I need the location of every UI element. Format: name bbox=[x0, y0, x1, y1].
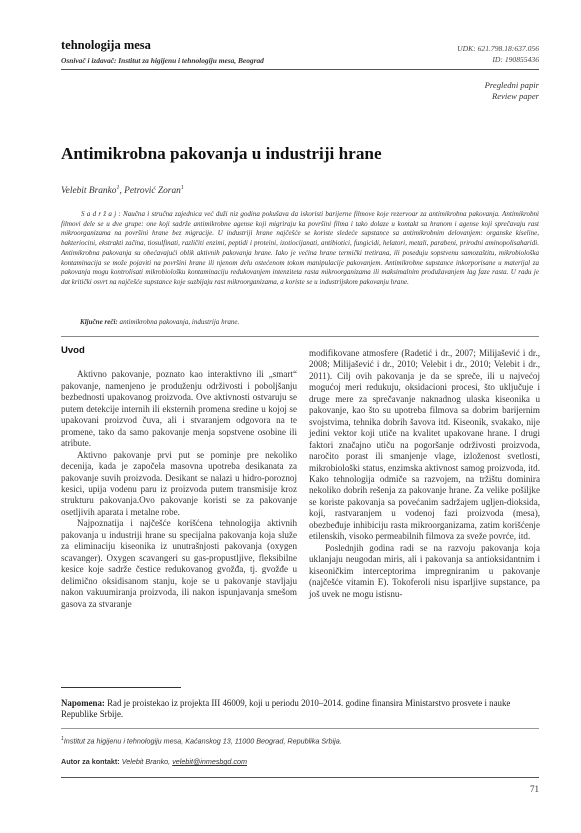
left-column bbox=[61, 345, 297, 610]
keywords bbox=[80, 318, 540, 326]
paper-type-en: Review paper bbox=[491, 91, 539, 101]
author-2: Petrović Zoran bbox=[124, 186, 181, 197]
authors bbox=[61, 185, 184, 196]
section-heading: Uvod bbox=[61, 345, 85, 356]
author-1-affil: 1 bbox=[116, 185, 120, 191]
body-paragraph: Poslednjih godina radi se na razvoju pakovanja koja uklanjaju neugodan miris, ali i pakovanja sa antioksidantnim i kiseoničkim interceptorima impregniranim u pakovanje (najčešće vitamin E). Tokoferoli nisu isparljive supstance, pa još uvek ne mogu istisnu- bbox=[309, 542, 540, 599]
paper-type-sr: Pregledni papir bbox=[484, 80, 539, 90]
right-column bbox=[309, 348, 540, 600]
journal-publisher: Osnivač i izdavač: Institut za higijenu i tehnologiju mesa, Beograd bbox=[61, 56, 264, 65]
keywords-text: antimikrobna pakovanja, industrija hrane. bbox=[117, 318, 240, 326]
paper-type bbox=[485, 80, 539, 102]
funding-note bbox=[61, 698, 539, 720]
note-divider bbox=[61, 687, 181, 688]
footnote-marker: 1 bbox=[61, 736, 64, 742]
paper-title: Antimikrobna pakovanja u industriji hrane bbox=[61, 144, 382, 163]
contact-label: Autor za kontakt: bbox=[61, 757, 120, 766]
body-paragraph: Najpoznatija i najčešće korišćena tehnologija aktivnih pakovanja u industriji hrane su specijalna pakovanja koja služe za eliminaciju kiseonika iz unutrašnjosti pakovanja (oxygen scavanger). Oxygen scavangeri su gas-propustljive, fleksibilne kesice koje sadrže čestice redukovanog gvožđa, tj. gvožđe u delimično oksidisanom stanju, koje se u pakovanje stavljaju nakon vakuumiranja proizvoda, ili nakon ispunjavanja smešom gasova za stvaranje bbox=[61, 518, 297, 609]
body-paragraph: modifikovane atmosfere (Radetić i dr., 2007; Milijašević i dr., 2008; Milijašević i dr., 2010; Velebit i dr., 2010; Velebit i dr., 2011). Cilj ovih pakovanja je da se spreče, ili u najvećoj mogućoj meri redukuju, oksidacioni procesi, što uključuje i druge mere za sprečavanje naknadnog ulaska kiseonika u pakovanje, kao što su upotreba filmova sa dobrim barijernim svojstvima, tehnika dobrih šavova itd. Kiseonik, svakako, nije jedini vektor koji utiče na kvalitet upakovane hrane. I drugi faktori značajno utiču na pogoršanje održivosti proizvoda, naročito porast ili smanjenje vlage, izloženost svetlosti, mikrobiološki status, enzimska aktivnost samog proizvoda, itd. Kako tehnologija odmiče sa razvojem, na tržištu dominira nekoliko dobrih rešenja za pakovanje hrane. Za velike pošiljke se koriste pakovanja sa povećanim sadržajem ugljen-dioksida, koji, rastvaranjem u vodenoj fazi proizvoda (mesa), obezbeđuje inhibiciju rasta mikroorganizama, zatim korišćenje etilenskih, visoko permeabilnih filmova za sveže povrće, itd. bbox=[309, 348, 540, 542]
note-text: Rad je proistekao iz projekta III 46009, koji u periodu 2010–2014. godine finansira Ministarstvo prosvete i nauke Republike Srbije. bbox=[61, 698, 511, 720]
contact-email-link[interactable]: velebit@inmesbgd.com bbox=[172, 757, 247, 766]
header-divider bbox=[61, 69, 539, 70]
body-paragraph: Aktivno pakovanje prvi put se pominje pre nekoliko decenija, kada je započela masovna upotreba desikanata za pakovanje suvih proizvoda. Desikant se nalazi u hidro-poroznoj kesici, upija vodenu paru iz proizvoda putem transmisije kroz strukturu pakovanja.Ovo pakovanje koristi se za pakovanje osetljivih aparata i metalne robe. bbox=[61, 449, 297, 517]
author-separator: , bbox=[119, 186, 125, 197]
keywords-label: Ključne reči: bbox=[80, 318, 118, 326]
abstract-lead: S a d r ž a j : bbox=[81, 210, 121, 218]
abstract-text: Naučna i stručna zajednica već duži niz godina pokušava da iskoristi barijerne filmove koje rezervoar za antimikrobna pakovanja. Antimikrobni filmovi dele se u dve grupe: one koji sadrže antimikrobne agense koji migriraju ka površini filma i tako dolaze u kontakt sa hranom i agense koji sprečavaju rast mikroorganizama na površini hrane bez migracije. U industriji hrane najčešće se koriste sledeće supstance sa antimikrobnim delovanjem: organske kiseline, bakteriocini, ekstrakti začina, tiosulfinati, različiti enzimi, peptidi i proteini, izotiocijanati, antibiotici, fungicidi, helatori, metali, parabeni, prirodni aminopolisaharidi. Antimikrobna pakovanja su obećavajući oblik aktivnih pakovanja hrane. Iako je većina hrane termički tretirana, ili poseduju sopstvenu samozaštitu, mikrobiološka kontaminacija se može pojaviti na površini hrane ili njenom delu ostećenom tokom manipulacije pakovanjem. Antimikrobne supstance inkorporisane u materijal za pakovanja mogu kontrolisati mikrobiološku kontaminaciju redukovanjem intenziteta rasta mikroorganizama ili maksimalnim produžavanjem lag faze rasta. U radu je dat kritički osvrt na najčešće supstance koje suzbijaju rast mikroorganizama, a koriste se u industrijskom pakovanju hrane. bbox=[61, 210, 539, 286]
journal-codes bbox=[457, 43, 539, 65]
abstract-divider bbox=[61, 336, 539, 337]
footnote-text: Institut za higijenu i tehnologiju mesa, Kaćanskog 13, 11000 Beograd, Republika Srbija. bbox=[63, 736, 342, 746]
note-label: Napomena: bbox=[61, 698, 105, 708]
author-2-affil: 1 bbox=[180, 185, 184, 191]
contact-author bbox=[61, 757, 539, 766]
body-paragraph: Aktivno pakovanje, poznato kao interaktivno ili „smart“ pakovanje, namenjeno je produženju održivosti i poboljšanju bezbednosti upakovanog proizvoda. Ove aktivnosti ostvaruju se putem detekcije internih ili eksternih promena sredine u kojoj se upakovani proizvod čuva, ali i stvaranjem odgovora na te promene, tako da samo pakovanje menja sopstvene osobine ili atribute. bbox=[61, 369, 297, 449]
footnote-divider bbox=[61, 728, 539, 729]
page-number: 71 bbox=[530, 784, 539, 794]
footer-divider bbox=[61, 777, 539, 778]
abstract bbox=[61, 210, 539, 288]
journal-header bbox=[61, 38, 539, 65]
affiliation-footnote bbox=[61, 736, 539, 745]
udk-code: UDK: 621.798.18:637.056 bbox=[457, 44, 539, 53]
id-code: ID: 190855436 bbox=[492, 55, 539, 64]
contact-name: Velebit Branko, bbox=[119, 757, 173, 766]
author-1: Velebit Branko bbox=[61, 186, 117, 197]
journal-name: tehnologija mesa bbox=[61, 38, 151, 52]
